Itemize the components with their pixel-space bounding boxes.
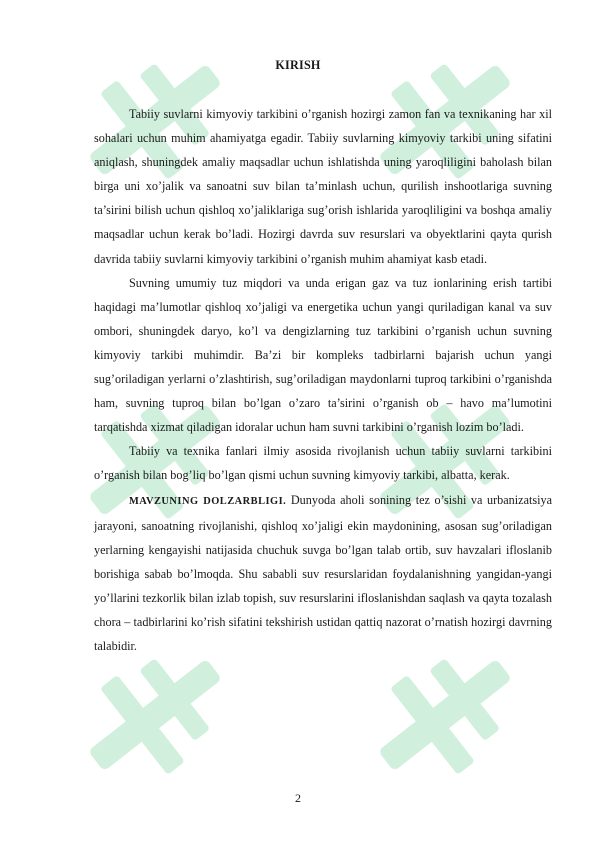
page-number: 2 — [295, 791, 301, 805]
paragraph-text: Tabiiy va texnika fanlari ilmiy asosida rivojlanish uchun tabiiy suvlarni tarkibini o’rganish bilan bog’liq bo’lgan qismi uchun suvning kimyoviy tarkibi, albatta, kerak. — [94, 444, 552, 483]
paragraph-text: Tabiiy suvlarni kimyoviy tarkibini o’rganish hozirgi zamon fan va texnikaning har xil sohalari uchun muhim ahamiyatga egadir. Tabiiy suvlarning kimyoviy tarkibi uning sifatini aniqlash, shuningdek amaliy maqsadlar uchun ishlatishda uning yaroqliligini baholash bilan birga uni xo’jalik va sanoatni suv bilan ta’minlash uchun, qurilish inshootlariga suvning ta’sirini bilish uchun qishloq xo’jaliklariga sug’orish ishlarida yaroqliligini va boshqa amaliy maqsadlar uchun kerak bo’ladi. Hozirgi davrda suv resurslari va obyektlarini qayta qurish davrida tabiiy suvlarni kimyoviy tarkibini o’rganish muhim ahamiyat kasb etadi. — [94, 107, 552, 266]
section-lead-heading: MAVZUNING DOLZARBLIGI. — [129, 495, 287, 507]
paragraph — [94, 271, 552, 440]
body-text — [94, 102, 552, 658]
paragraph-text: Dunyoda aholi sonining tez o’sishi va urbanizatsiya jarayoni, sanoatning rivojlanishi, qishloq xo’jaligi ekin maydonining, asosan sug’oriladigan yerlarning kengayishi natijasida chuchuk suvga bo’lgan talab ortib, suv havzalari ifloslanib borishiga sabab bo’lmoqda. Shu sababli suv resurslaridan foydalanishning yangidan-yangi yo’llarini tezkorlik bilan izlab topish, suv resurslarini ifloslanishdan saqlash va qayta tozalash chora – tadbirlarini ko’rish sifatini tekshirish ustidan qattiq nazorat o’rnatish hozirgi davrning talabidir. — [94, 492, 552, 654]
paragraph — [94, 488, 552, 659]
paragraph-text: Suvning umumiy tuz miqdori va unda erigan gaz va tuz ionlarining erish tartibi haqidagi ma’lumotlar qishloq xo’jaligi va energetika uchun yangi quriladigan kanal va suv ombori, shuningdek daryo, ko’l va dengizlarning tuz tarkibini o’rganish uchun suvning kimyoviy tarkibi muhimdir. Ba’zi bir kompleks tadbirlarni bajarish uchun yangi sug’oriladigan yerlarni o’zlashtirish, sug’oriladigan maydonlarni tuproq tarkibini o’rganishda ham, suvning tuproq bilan bo’lgan o’zaro ta’sirini o’rganish ob – havo ma’lumotini tarqatishda xizmat qiladigan idoralar uchun ham suvni tarkibini o’rganish lozim bo’ladi. — [94, 275, 552, 435]
paragraph — [94, 439, 552, 487]
paragraph — [94, 102, 552, 271]
page-title: KIRISH — [275, 58, 321, 72]
watermark-shape — [70, 640, 240, 790]
watermark-shape — [360, 640, 530, 790]
